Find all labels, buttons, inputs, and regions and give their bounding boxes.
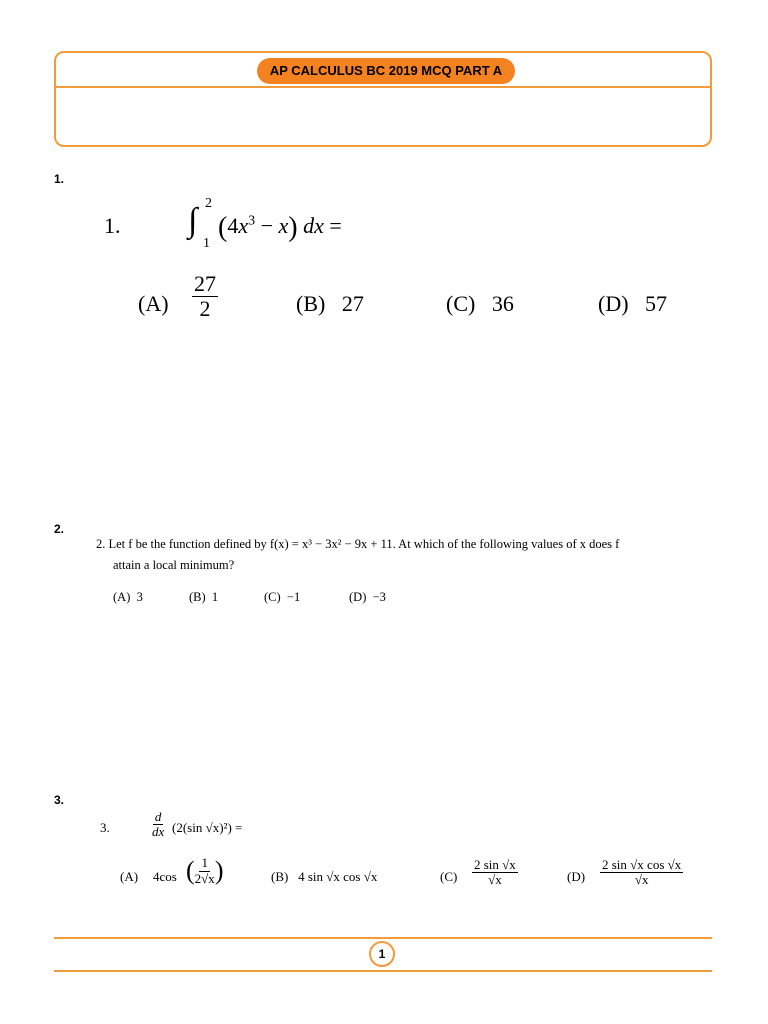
choice-3a-letter: (A) (120, 869, 139, 884)
question-3-label: 3. (54, 793, 65, 807)
choice-3a-coef: 4cos (153, 869, 177, 884)
choice-2d: (D) −3 (349, 590, 386, 604)
derivative-operator: $\frac{d}{dx}$ (152, 809, 165, 840)
derivative-expression: (2(sin √x)²) = (172, 820, 243, 835)
question-3-number: 3. (100, 820, 110, 835)
header-box (54, 51, 712, 147)
choice-3a-fraction: ( $\frac{1}{2√x}$ ) (186, 855, 224, 886)
choice-1a-letter: (A) (138, 291, 169, 316)
integral-upper-limit: 2 (205, 196, 212, 211)
choice-2c: (C) −1 (264, 590, 301, 604)
question-2-label: 2. (54, 522, 65, 536)
question-2-line2: attain a local minimum? (113, 558, 235, 572)
choice-3d-letter: (D) (567, 869, 586, 884)
footer-bottom-rule (54, 970, 712, 972)
choice-2a: (A) 3 (113, 590, 143, 604)
integral-sign: ∫ (188, 202, 198, 239)
question-1-label: 1. (54, 172, 65, 186)
page-number: 1 (369, 941, 395, 967)
header-divider (56, 86, 710, 88)
question-1-number: 1. (104, 213, 121, 238)
page-title: AP CALCULUS BC 2019 MCQ PART A (257, 58, 515, 84)
choice-1b: (B) 27 (296, 291, 364, 316)
choice-1a-fraction: $\frac{27}{2}$ (194, 271, 216, 322)
choice-3c-fraction: $\frac{2 \sin √x}{√x}$ (474, 857, 516, 888)
choice-1d: (D) 57 (598, 291, 668, 316)
choice-3d-fraction: $\frac{\text{2 sin √x cos √x}}{√x}$ (602, 857, 682, 888)
choice-3c-letter: (C) (440, 869, 458, 884)
footer-top-rule (54, 937, 712, 939)
question-2-line1: 2. Let f be the function defined by f(x) = x³ − 3x² − 9x + 11. At which of the following values of x does f (96, 537, 620, 551)
choice-1c: (C) 36 (446, 291, 514, 316)
choice-2b: (B) 1 (189, 590, 219, 604)
integral-lower-limit: 1 (203, 236, 210, 251)
integrand: $(4x^3 - x)$ dx = (218, 212, 342, 243)
choice-3b: (B) 4 sin √x cos √x (271, 869, 378, 884)
